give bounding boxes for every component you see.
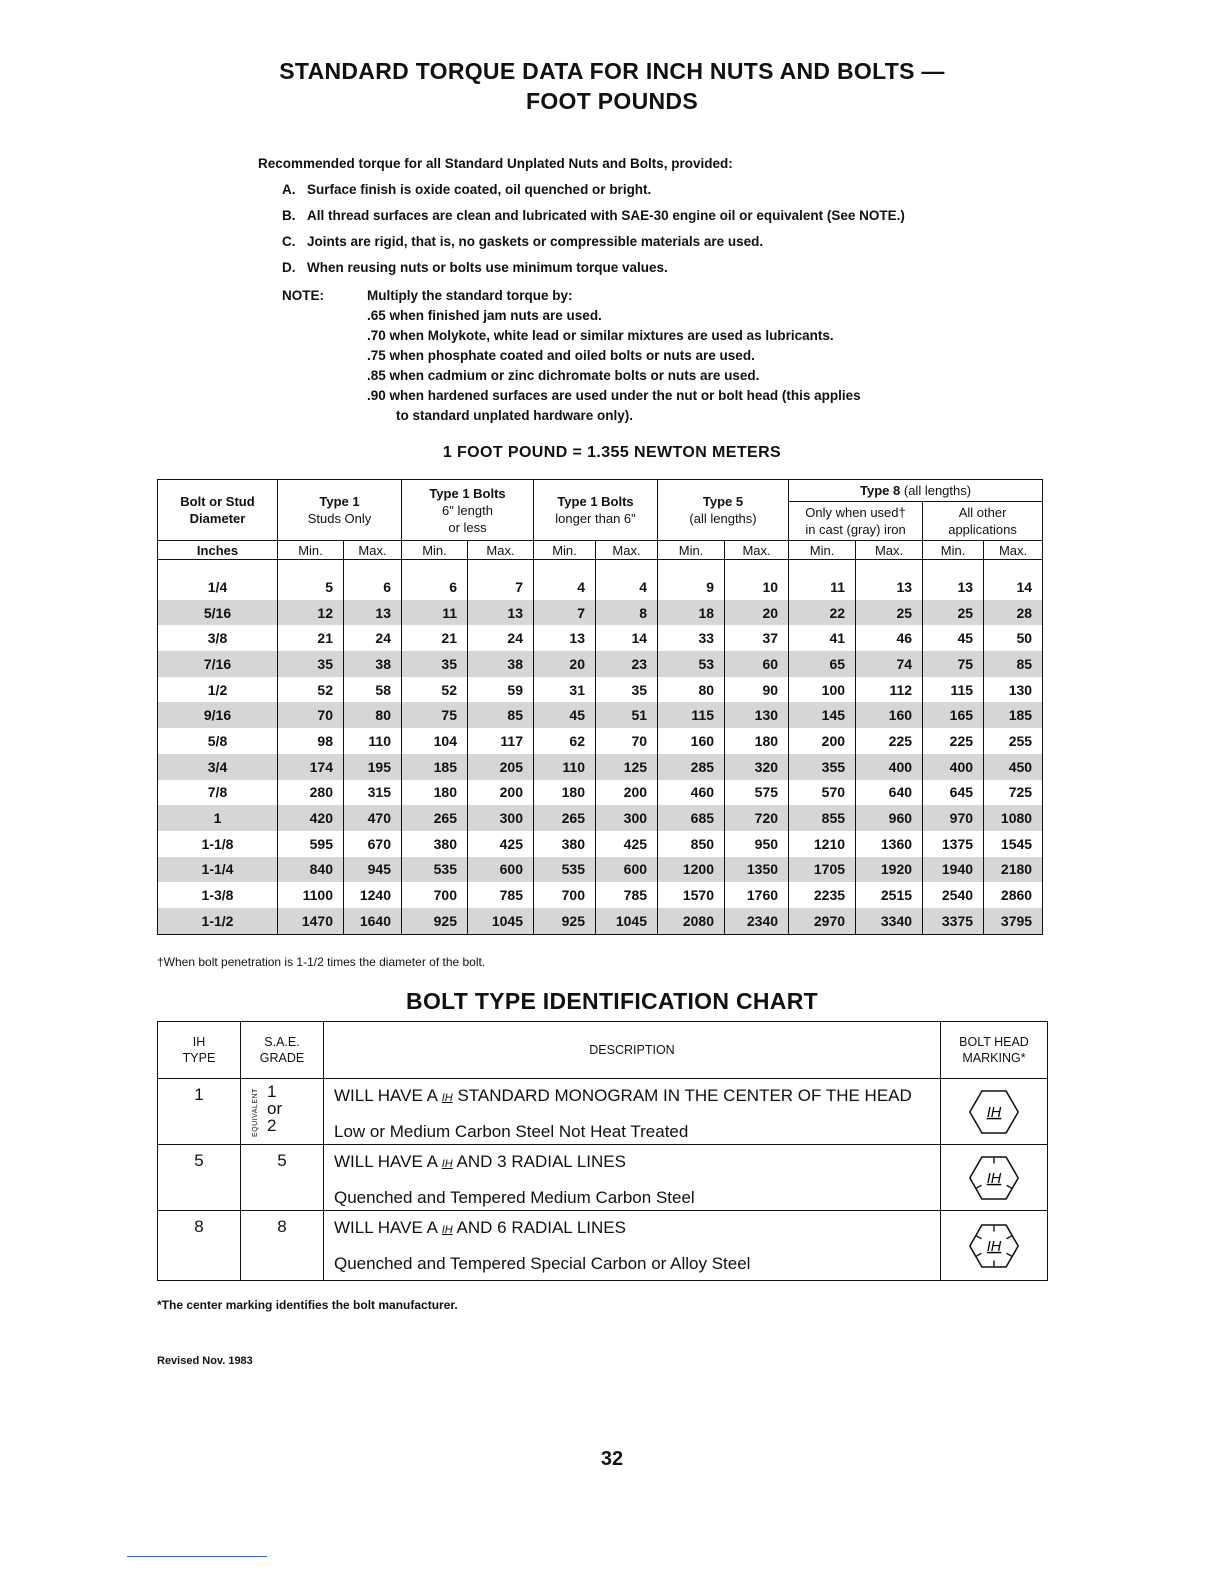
bolt-row: [158, 1079, 1048, 1145]
header-type8: Type 8 (all lengths): [789, 480, 1043, 502]
torque-max-value: 24: [344, 625, 402, 651]
torque-max-value: 425: [596, 831, 658, 857]
sae-grade-cell: 8: [241, 1211, 324, 1281]
torque-max-value: 1045: [596, 908, 658, 934]
torque-min-value: 65: [789, 651, 856, 677]
condition-d: D. When reusing nuts or bolts use minimum torque values.: [282, 260, 668, 275]
torque-max-value: 20: [725, 600, 789, 626]
torque-min-value: 75: [402, 702, 468, 728]
torque-min-value: 685: [658, 805, 725, 831]
header-min: Min.: [402, 541, 468, 560]
torque-min-value: 33: [658, 625, 725, 651]
bolt-diameter: 1/4: [158, 560, 278, 600]
header-type8-other: All other applications: [923, 502, 1043, 541]
torque-max-value: 10: [725, 560, 789, 600]
bolt-diameter: 3/8: [158, 625, 278, 651]
torque-min-value: 1570: [658, 882, 725, 908]
bolt-head-marking-cell: [941, 1211, 1048, 1281]
intro-lead: Recommended torque for all Standard Unplated Nuts and Bolts, provided:: [258, 156, 733, 171]
torque-min-value: 11: [789, 560, 856, 600]
torque-footnote: †When bolt penetration is 1-1/2 times the diameter of the bolt.: [157, 955, 486, 969]
grade-stack: 1 or 2: [267, 1082, 283, 1135]
torque-min-value: 21: [278, 625, 344, 651]
conversion-factor: 1 FOOT POUND = 1.355 NEWTON METERS: [442, 444, 782, 461]
torque-min-value: 52: [402, 677, 468, 703]
torque-min-value: 145: [789, 702, 856, 728]
note-item-continuation: to standard unplated hardware only).: [396, 408, 634, 423]
bolt-id-table: [157, 1021, 1048, 1281]
torque-min-value: 110: [534, 754, 596, 780]
torque-min-value: 25: [923, 600, 984, 626]
torque-max-value: 300: [596, 805, 658, 831]
torque-min-value: 595: [278, 831, 344, 857]
torque-min-value: 925: [402, 908, 468, 934]
bolt-diameter: 7/16: [158, 651, 278, 677]
torque-min-value: 12: [278, 600, 344, 626]
torque-row: [158, 625, 1043, 651]
torque-min-value: 11: [402, 600, 468, 626]
torque-min-value: 1210: [789, 831, 856, 857]
monogram-icon: IH: [441, 1224, 453, 1236]
ih-type-cell: 8: [158, 1211, 241, 1281]
header-max: Max.: [725, 541, 789, 560]
bolt-diameter: 1-1/2: [158, 908, 278, 934]
torque-max-value: 60: [725, 651, 789, 677]
torque-min-value: 75: [923, 651, 984, 677]
torque-max-value: 160: [856, 702, 923, 728]
torque-max-value: 300: [468, 805, 534, 831]
torque-row: [158, 702, 1043, 728]
torque-min-value: 18: [658, 600, 725, 626]
header-type1-studs: Type 1 Studs Only: [278, 480, 402, 541]
header-type5: Type 5 (all lengths): [658, 480, 789, 541]
torque-max-value: 125: [596, 754, 658, 780]
torque-min-value: 1200: [658, 857, 725, 883]
torque-max-value: 1545: [984, 831, 1043, 857]
torque-max-value: 945: [344, 857, 402, 883]
torque-max-value: 600: [596, 857, 658, 883]
torque-max-value: 117: [468, 728, 534, 754]
torque-min-value: 380: [534, 831, 596, 857]
page-title: [0, 56, 1224, 116]
header-type8-cast-iron: Only when used† in cast (gray) iron: [789, 502, 923, 541]
torque-min-value: 265: [402, 805, 468, 831]
torque-max-value: 180: [725, 728, 789, 754]
torque-min-value: 2540: [923, 882, 984, 908]
note-item: .75 when phosphate coated and oiled bolts or nuts are used.: [367, 348, 755, 363]
header-min: Min.: [658, 541, 725, 560]
torque-min-value: 100: [789, 677, 856, 703]
bolt-diameter: 1/2: [158, 677, 278, 703]
torque-min-value: 20: [534, 651, 596, 677]
torque-max-value: 575: [725, 780, 789, 806]
torque-min-value: 460: [658, 780, 725, 806]
torque-max-value: 1350: [725, 857, 789, 883]
bolt-diameter: 9/16: [158, 702, 278, 728]
torque-max-value: 25: [856, 600, 923, 626]
torque-min-value: 265: [534, 805, 596, 831]
sae-grade-cell: 5: [241, 1145, 324, 1211]
torque-max-value: 112: [856, 677, 923, 703]
torque-min-value: 160: [658, 728, 725, 754]
ih-type-cell: 1: [158, 1079, 241, 1145]
torque-min-value: 2235: [789, 882, 856, 908]
torque-min-value: 13: [923, 560, 984, 600]
header-min: Min.: [534, 541, 596, 560]
torque-max-value: 725: [984, 780, 1043, 806]
torque-max-value: 720: [725, 805, 789, 831]
torque-max-value: 3795: [984, 908, 1043, 934]
hex-head-3-lines-icon: [965, 1150, 1023, 1206]
torque-max-value: 450: [984, 754, 1043, 780]
torque-min-value: 380: [402, 831, 468, 857]
torque-min-value: 174: [278, 754, 344, 780]
torque-max-value: 59: [468, 677, 534, 703]
torque-min-value: 200: [789, 728, 856, 754]
bolt-diameter: 1: [158, 805, 278, 831]
note-item: .90 when hardened surfaces are used under the nut or bolt head (this applies: [367, 388, 861, 403]
hex-head-plain-icon: [965, 1084, 1023, 1140]
torque-min-value: 4: [534, 560, 596, 600]
torque-row: [158, 560, 1043, 600]
header-units: Inches: [158, 541, 278, 560]
torque-min-value: 45: [923, 625, 984, 651]
footer-rule: [127, 1556, 267, 1557]
torque-max-value: 130: [984, 677, 1043, 703]
torque-max-value: 3340: [856, 908, 923, 934]
torque-row: [158, 857, 1043, 883]
torque-row: [158, 780, 1043, 806]
torque-min-value: 35: [278, 651, 344, 677]
torque-max-value: 200: [596, 780, 658, 806]
torque-min-value: 31: [534, 677, 596, 703]
svg-text:IH: IH: [986, 1104, 1002, 1121]
torque-max-value: 785: [596, 882, 658, 908]
torque-max-value: 1360: [856, 831, 923, 857]
torque-max-value: 200: [468, 780, 534, 806]
torque-max-value: 85: [984, 651, 1043, 677]
torque-min-value: 400: [923, 754, 984, 780]
ih-type-cell: 5: [158, 1145, 241, 1211]
bolt-diameter: 3/4: [158, 754, 278, 780]
torque-min-value: 165: [923, 702, 984, 728]
torque-min-value: 700: [402, 882, 468, 908]
torque-max-value: 38: [468, 651, 534, 677]
torque-min-value: 180: [402, 780, 468, 806]
torque-max-value: 640: [856, 780, 923, 806]
torque-max-value: 110: [344, 728, 402, 754]
header-diameter: Bolt or Stud Diameter: [158, 480, 278, 541]
torque-row: [158, 677, 1043, 703]
header-description: DESCRIPTION: [324, 1022, 941, 1079]
torque-max-value: 195: [344, 754, 402, 780]
torque-max-value: 6: [344, 560, 402, 600]
torque-min-value: 855: [789, 805, 856, 831]
torque-min-value: 970: [923, 805, 984, 831]
torque-min-value: 645: [923, 780, 984, 806]
torque-min-value: 3375: [923, 908, 984, 934]
condition-a: A. Surface finish is oxide coated, oil quenched or bright.: [282, 182, 652, 197]
torque-max-value: 950: [725, 831, 789, 857]
torque-max-value: 14: [596, 625, 658, 651]
torque-min-value: 52: [278, 677, 344, 703]
header-ih-type: IH TYPE: [158, 1022, 241, 1079]
torque-max-value: 1920: [856, 857, 923, 883]
torque-min-value: 6: [402, 560, 468, 600]
torque-min-value: 180: [534, 780, 596, 806]
torque-max-value: 2340: [725, 908, 789, 934]
note-item: .85 when cadmium or zinc dichromate bolts or nuts are used.: [367, 368, 760, 383]
torque-max-value: 960: [856, 805, 923, 831]
sae-grade-cell: [241, 1079, 324, 1145]
torque-max-value: 24: [468, 625, 534, 651]
torque-min-value: 45: [534, 702, 596, 728]
torque-max-value: 51: [596, 702, 658, 728]
description-cell: WILL HAVE A IH AND 3 RADIAL LINES Quenched and Tempered Medium Carbon Steel: [324, 1145, 941, 1211]
header-bolt-head-marking: BOLT HEAD MARKING*: [941, 1022, 1048, 1079]
description-cell: WILL HAVE A IH STANDARD MONOGRAM IN THE CENTER OF THE HEAD Low or Medium Carbon Steel Not Heat Treated: [324, 1079, 941, 1145]
torque-max-value: 400: [856, 754, 923, 780]
torque-max-value: 670: [344, 831, 402, 857]
monogram-icon: IH: [441, 1092, 453, 1104]
header-min: Min.: [923, 541, 984, 560]
torque-min-value: 115: [658, 702, 725, 728]
torque-max-value: 8: [596, 600, 658, 626]
torque-min-value: 535: [402, 857, 468, 883]
svg-text:IH: IH: [986, 1170, 1002, 1187]
torque-max-value: 13: [856, 560, 923, 600]
torque-min-value: 7: [534, 600, 596, 626]
torque-table-body: [158, 560, 1043, 935]
bolt-diameter: 1-1/4: [158, 857, 278, 883]
note-item: .70 when Molykote, white lead or similar mixtures are used as lubricants.: [367, 328, 834, 343]
torque-min-value: 53: [658, 651, 725, 677]
condition-c: C. Joints are rigid, that is, no gaskets or compressible materials are used.: [282, 234, 764, 249]
header-sae-grade: S.A.E. GRADE: [241, 1022, 324, 1079]
torque-min-value: 925: [534, 908, 596, 934]
torque-min-value: 13: [534, 625, 596, 651]
torque-min-value: 2080: [658, 908, 725, 934]
torque-min-value: 35: [402, 651, 468, 677]
torque-max-value: 50: [984, 625, 1043, 651]
torque-max-value: 2180: [984, 857, 1043, 883]
page-number: 32: [600, 1448, 624, 1470]
torque-max-value: 320: [725, 754, 789, 780]
torque-max-value: 785: [468, 882, 534, 908]
torque-min-value: 570: [789, 780, 856, 806]
torque-max-value: 1640: [344, 908, 402, 934]
hex-head-6-lines-icon: [965, 1218, 1023, 1274]
monogram-icon: IH: [441, 1158, 453, 1170]
bolt-head-marking-cell: [941, 1079, 1048, 1145]
note-item: .65 when finished jam nuts are used.: [367, 308, 602, 323]
note-label: NOTE:: [282, 288, 324, 303]
torque-min-value: 1375: [923, 831, 984, 857]
torque-row: [158, 805, 1043, 831]
torque-max-value: 4: [596, 560, 658, 600]
torque-max-value: 28: [984, 600, 1043, 626]
torque-max-value: 130: [725, 702, 789, 728]
torque-max-value: 23: [596, 651, 658, 677]
header-max: Max.: [344, 541, 402, 560]
torque-max-value: 255: [984, 728, 1043, 754]
torque-row: [158, 651, 1043, 677]
header-max: Max.: [596, 541, 658, 560]
note-heading: Multiply the standard torque by:: [367, 288, 573, 303]
torque-max-value: 80: [344, 702, 402, 728]
torque-min-value: 1940: [923, 857, 984, 883]
torque-max-value: 425: [468, 831, 534, 857]
bolt-row: [158, 1145, 1048, 1211]
torque-min-value: 420: [278, 805, 344, 831]
torque-max-value: 205: [468, 754, 534, 780]
torque-max-value: 225: [856, 728, 923, 754]
torque-max-value: 13: [344, 600, 402, 626]
torque-min-value: 700: [534, 882, 596, 908]
bolt-diameter: 5/8: [158, 728, 278, 754]
torque-min-value: 104: [402, 728, 468, 754]
torque-min-value: 5: [278, 560, 344, 600]
torque-row: [158, 908, 1043, 934]
bolt-chart-footnote: *The center marking identifies the bolt manufacturer.: [157, 1298, 458, 1312]
torque-max-value: 13: [468, 600, 534, 626]
torque-min-value: 285: [658, 754, 725, 780]
torque-max-value: 74: [856, 651, 923, 677]
torque-max-value: 1080: [984, 805, 1043, 831]
torque-max-value: 1760: [725, 882, 789, 908]
torque-max-value: 470: [344, 805, 402, 831]
torque-max-value: 70: [596, 728, 658, 754]
torque-max-value: 1045: [468, 908, 534, 934]
torque-max-value: 37: [725, 625, 789, 651]
torque-max-value: 58: [344, 677, 402, 703]
header-max: Max.: [856, 541, 923, 560]
torque-min-value: 22: [789, 600, 856, 626]
header-max: Max.: [468, 541, 534, 560]
torque-max-value: 35: [596, 677, 658, 703]
torque-max-value: 38: [344, 651, 402, 677]
torque-min-value: 41: [789, 625, 856, 651]
torque-min-value: 98: [278, 728, 344, 754]
torque-min-value: 70: [278, 702, 344, 728]
torque-max-value: 46: [856, 625, 923, 651]
condition-b: B. All thread surfaces are clean and lubricated with SAE-30 engine oil or equivalent (See NOTE.): [282, 208, 905, 223]
torque-min-value: 80: [658, 677, 725, 703]
torque-row: [158, 600, 1043, 626]
header-min: Min.: [789, 541, 856, 560]
torque-min-value: 355: [789, 754, 856, 780]
torque-min-value: 840: [278, 857, 344, 883]
torque-min-value: 280: [278, 780, 344, 806]
torque-max-value: 2515: [856, 882, 923, 908]
torque-table: [157, 479, 1043, 935]
description-cell: WILL HAVE A IH AND 6 RADIAL LINES Quenched and Tempered Special Carbon or Alloy Steel: [324, 1211, 941, 1281]
svg-text:IH: IH: [986, 1238, 1002, 1255]
torque-max-value: 600: [468, 857, 534, 883]
intro-section: [258, 154, 1078, 426]
bolt-diameter: 1-1/8: [158, 831, 278, 857]
torque-max-value: 14: [984, 560, 1043, 600]
torque-max-value: 1240: [344, 882, 402, 908]
title-line-1: STANDARD TORQUE DATA FOR INCH NUTS AND BOLTS —: [279, 58, 945, 84]
bolt-chart-title: BOLT TYPE IDENTIFICATION CHART: [406, 988, 818, 1014]
bolt-diameter: 7/8: [158, 780, 278, 806]
torque-min-value: 185: [402, 754, 468, 780]
torque-row: [158, 882, 1043, 908]
torque-max-value: 2860: [984, 882, 1043, 908]
revised-date: Revised Nov. 1983: [157, 1355, 253, 1367]
torque-min-value: 1705: [789, 857, 856, 883]
torque-max-value: 315: [344, 780, 402, 806]
torque-min-value: 1470: [278, 908, 344, 934]
equivalent-label: EQUIVALENT: [252, 1088, 259, 1138]
header-max: Max.: [984, 541, 1043, 560]
torque-min-value: 1100: [278, 882, 344, 908]
header-type1-short: Type 1 Bolts 6" length or less: [402, 480, 534, 541]
bolt-head-marking-cell: [941, 1145, 1048, 1211]
torque-min-value: 9: [658, 560, 725, 600]
torque-max-value: 185: [984, 702, 1043, 728]
torque-min-value: 21: [402, 625, 468, 651]
torque-row: [158, 728, 1043, 754]
note-block: [258, 286, 1078, 426]
torque-row: [158, 754, 1043, 780]
torque-min-value: 850: [658, 831, 725, 857]
bolt-diameter: 5/16: [158, 600, 278, 626]
bolt-diameter: 1-3/8: [158, 882, 278, 908]
torque-max-value: 90: [725, 677, 789, 703]
torque-min-value: 225: [923, 728, 984, 754]
torque-min-value: 62: [534, 728, 596, 754]
header-min: Min.: [278, 541, 344, 560]
torque-min-value: 115: [923, 677, 984, 703]
title-line-2: FOOT POUNDS: [526, 88, 698, 114]
torque-row: [158, 831, 1043, 857]
bolt-row: [158, 1211, 1048, 1281]
torque-max-value: 85: [468, 702, 534, 728]
torque-max-value: 7: [468, 560, 534, 600]
header-type1-long: Type 1 Bolts longer than 6": [534, 480, 658, 541]
torque-min-value: 2970: [789, 908, 856, 934]
torque-min-value: 535: [534, 857, 596, 883]
